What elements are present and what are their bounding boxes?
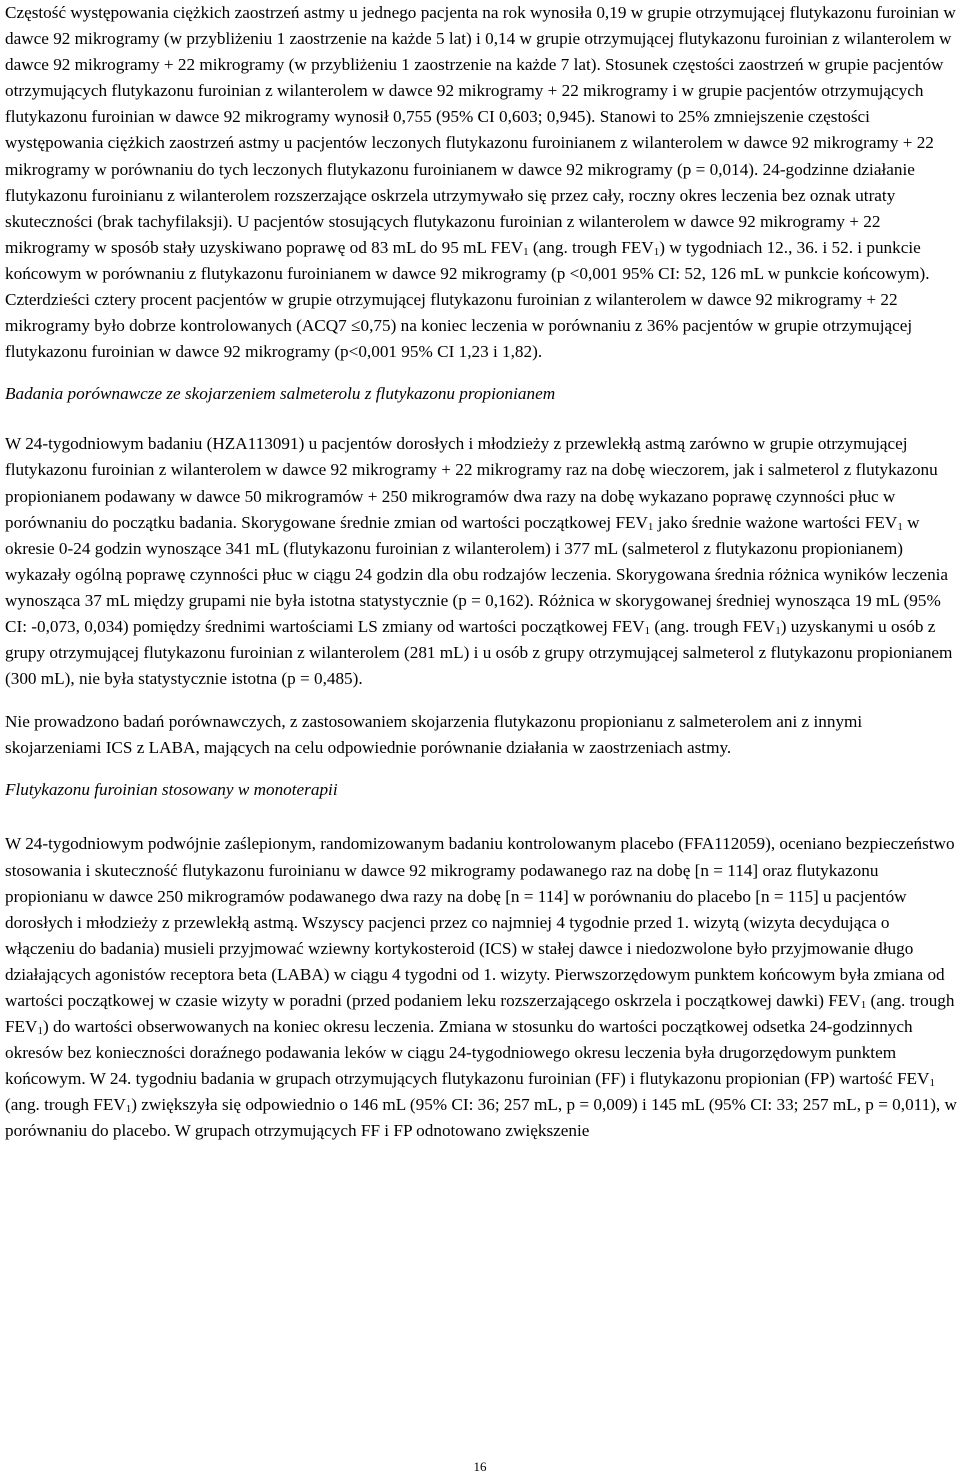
- paragraph-exacerbations: Częstość występowania ciężkich zaostrzeń astmy u jednego pacjenta na rok wynosiła 0,19 w grupie otrzymującej flutykazonu furoinian w dawce 92 mikrogramy (w przybliżeniu 1 zaostrzenie na każde 5 lat) i 0,14 w grupie otrzymującej flutykazonu furoinian z wilanterolem w dawce 92 mikrogramy + 22 mikrogramy (w przybliżeniu 1 zaostrzenie na każde 7 lat). Stosunek częstości zaostrzeń w grupie pacjentów otrzymujących flutykazonu furoinian z wilanterolem w dawce 92 mikrogramy + 22 mikrogramy i w grupie pacjentów otrzymujących flutykazonu furoinian w dawce 92 mikrogramy wynosił 0,755 (95% CI 0,603; 0,945). Stanowi to 25% zmniejszenie częstości występowania ciężkich zaostrzeń astmy u pacjentów leczonych flutykazonu furoinianem z wilanterolem w dawce 92 mikrogramy + 22 mikrogramy w porównaniu do tych leczonych flutykazonu furoinianem w dawce 92 mikrogramy (p = 0,014). 24-godzinne działanie flutykazonu furoinianu z wilanterolem rozszerzające oskrzela utrzymywało się przez cały, roczny okres leczenia bez oznak utraty skuteczności (brak tachyfilaksji). U pacjentów stosujących flutykazonu furoinian z wilanterolem w dawce 92 mikrogramy + 22 mikrogramy w sposób stały uzyskiwano poprawę od 83 mL do 95 mL $FEV_1$ (ang. trough $FEV_1$) w tygodniach 12., 36. i 52. i punkcie końcowym w porównaniu z flutykazonu furoinianem w dawce 92 mikrogramy (p <0,001 95% CI: 52, 126 mL w punkcie końcowym). Czterdzieści cztery procent pacjentów w grupie otrzymującej flutykazonu furoinian z wilanterolem w dawce 92 mikrogramy + 22 mikrogramy było dobrze kontrolowanych (ACQ7 ≤0,75) na koniec leczenia w porównaniu z 36% pacjentów w grupie otrzymującej flutykazonu furoinian w dawce 92 mikrogramy (p<0,001 95% CI 1,23 i 1,82).: [5, 3, 956, 362]
- paragraph-ffa112059: W 24-tygodniowym podwójnie zaślepionym, randomizowanym badaniu kontrolowanym placebo (FFA112059), oceniano bezpieczeństwo stosowania i skuteczność flutykazonu furoinianu w dawce 92 mikrogramy podawanego raz na dobę [n = 114] oraz flutykazonu propionianu w dawce 250 mikrogramów podawanego dwa razy na dobę [n = 114] w porównaniu do placebo [n = 115] u pacjentów dorosłych i młodzieży z przewlekłą astmą. Wszyscy pacjenci przez co najmniej 4 tygodnie przed 1. wizytą (wizyta decydująca o włączeniu do badania) musieli przyjmować wziewny kortykosteroid (ICS) w stałej dawce i niedozwolone było przyjmowanie długo działających agonistów receptora beta (LABA) w ciągu 4 tygodni od 1. wizyty. Pierwszorzędowym punktem końcowym była zmiana od wartości początkowej w czasie wizyty w poradni (przed podaniem leku rozszerzającego oskrzela i początkowej dawki) $FEV_1$ (ang. trough $FEV_1$) do wartości obserwowanych na koniec okresu leczenia. Zmiana w stosunku do wartości początkowej odsetka 24-godzinnych okresów bez konieczności doraźnego podawania leków w ciągu 24-tygodniowego okresu leczenia była drugorzędowym punktem końcowym. W 24. tygodniu badania w grupach otrzymujących flutykazonu furoinian (FF) i flutykazonu propionian (FP) wartość $FEV_1$ (ang. trough $FEV_1$) zwiększyła się odpowiednio o 146 mL (95% CI: 36; 257 mL, p = 0,009) i 145 mL (95% CI: 33; 257 mL, p = 0,011), w porównaniu do placebo. W grupach otrzymujących FF i FP odnotowano zwiększenie: [5, 834, 957, 1141]
- section-heading-monotherapy: Flutykazonu furoinian stosowany w monoterapii: [5, 780, 338, 800]
- document-page: [5, 0, 960, 1145]
- paragraph-no-comparative-studies: Nie prowadzono badań porównawczych, z zastosowaniem skojarzenia flutykazonu propionianu z salmeterolem ani z innymi skojarzeniami ICS z LABA, mających na celu odpowiednie porównanie działania w zaostrzeniach astmy.: [5, 712, 863, 758]
- page-number: 16: [473, 1459, 487, 1474]
- paragraph-hza113091: W 24-tygodniowym badaniu (HZA113091) u pacjentów dorosłych i młodzieży z przewlekłą astmą zarówno w grupie otrzymującej flutykazonu furoinian z wilanterolem w dawce 92 mikrogramy + 22 mikrogramy raz na dobę wieczorem, jak i salmeterol z flutykazonu propionianem podawany w dawce 50 mikrogramów + 250 mikrogramów dwa razy na dobę wykazano poprawę czynności płuc w porównaniu do początku badania. Skorygowane średnie zmian od wartości początkowej $FEV_1$ jako średnie ważone wartości $FEV_1$ w okresie 0-24 godzin wynoszące 341 mL (flutykazonu furoinian z wilanterolem) i 377 mL (salmeterol z flutykazonu propionianem) wykazały ogólną poprawę czynności płuc w ciągu 24 godzin dla obu rodzajów leczenia. Skorygowana średnia różnica wyników leczenia wynosząca 37 mL między grupami nie była istotna statystycznie (p = 0,162). Różnica w skorygowanej średniej wynosząca 19 mL (95% CI: -0,073, 0,034) pomiędzy średnimi wartościami LS zmiany od wartości początkowej $FEV_1$ (ang. trough $FEV_1$) uzyskanymi u osób z grupy otrzymującej flutykazonu furoinian z wilanterolem (281 mL) i u osób z grupy otrzymującej salmeterol z flutykazonu propionianem (300 mL), nie była statystycznie istotna (p = 0,485).: [5, 434, 953, 689]
- section-heading-salmeterol-comparison: Badania porównawcze ze skojarzeniem salmeterolu z flutykazonu propionianem: [5, 384, 556, 404]
